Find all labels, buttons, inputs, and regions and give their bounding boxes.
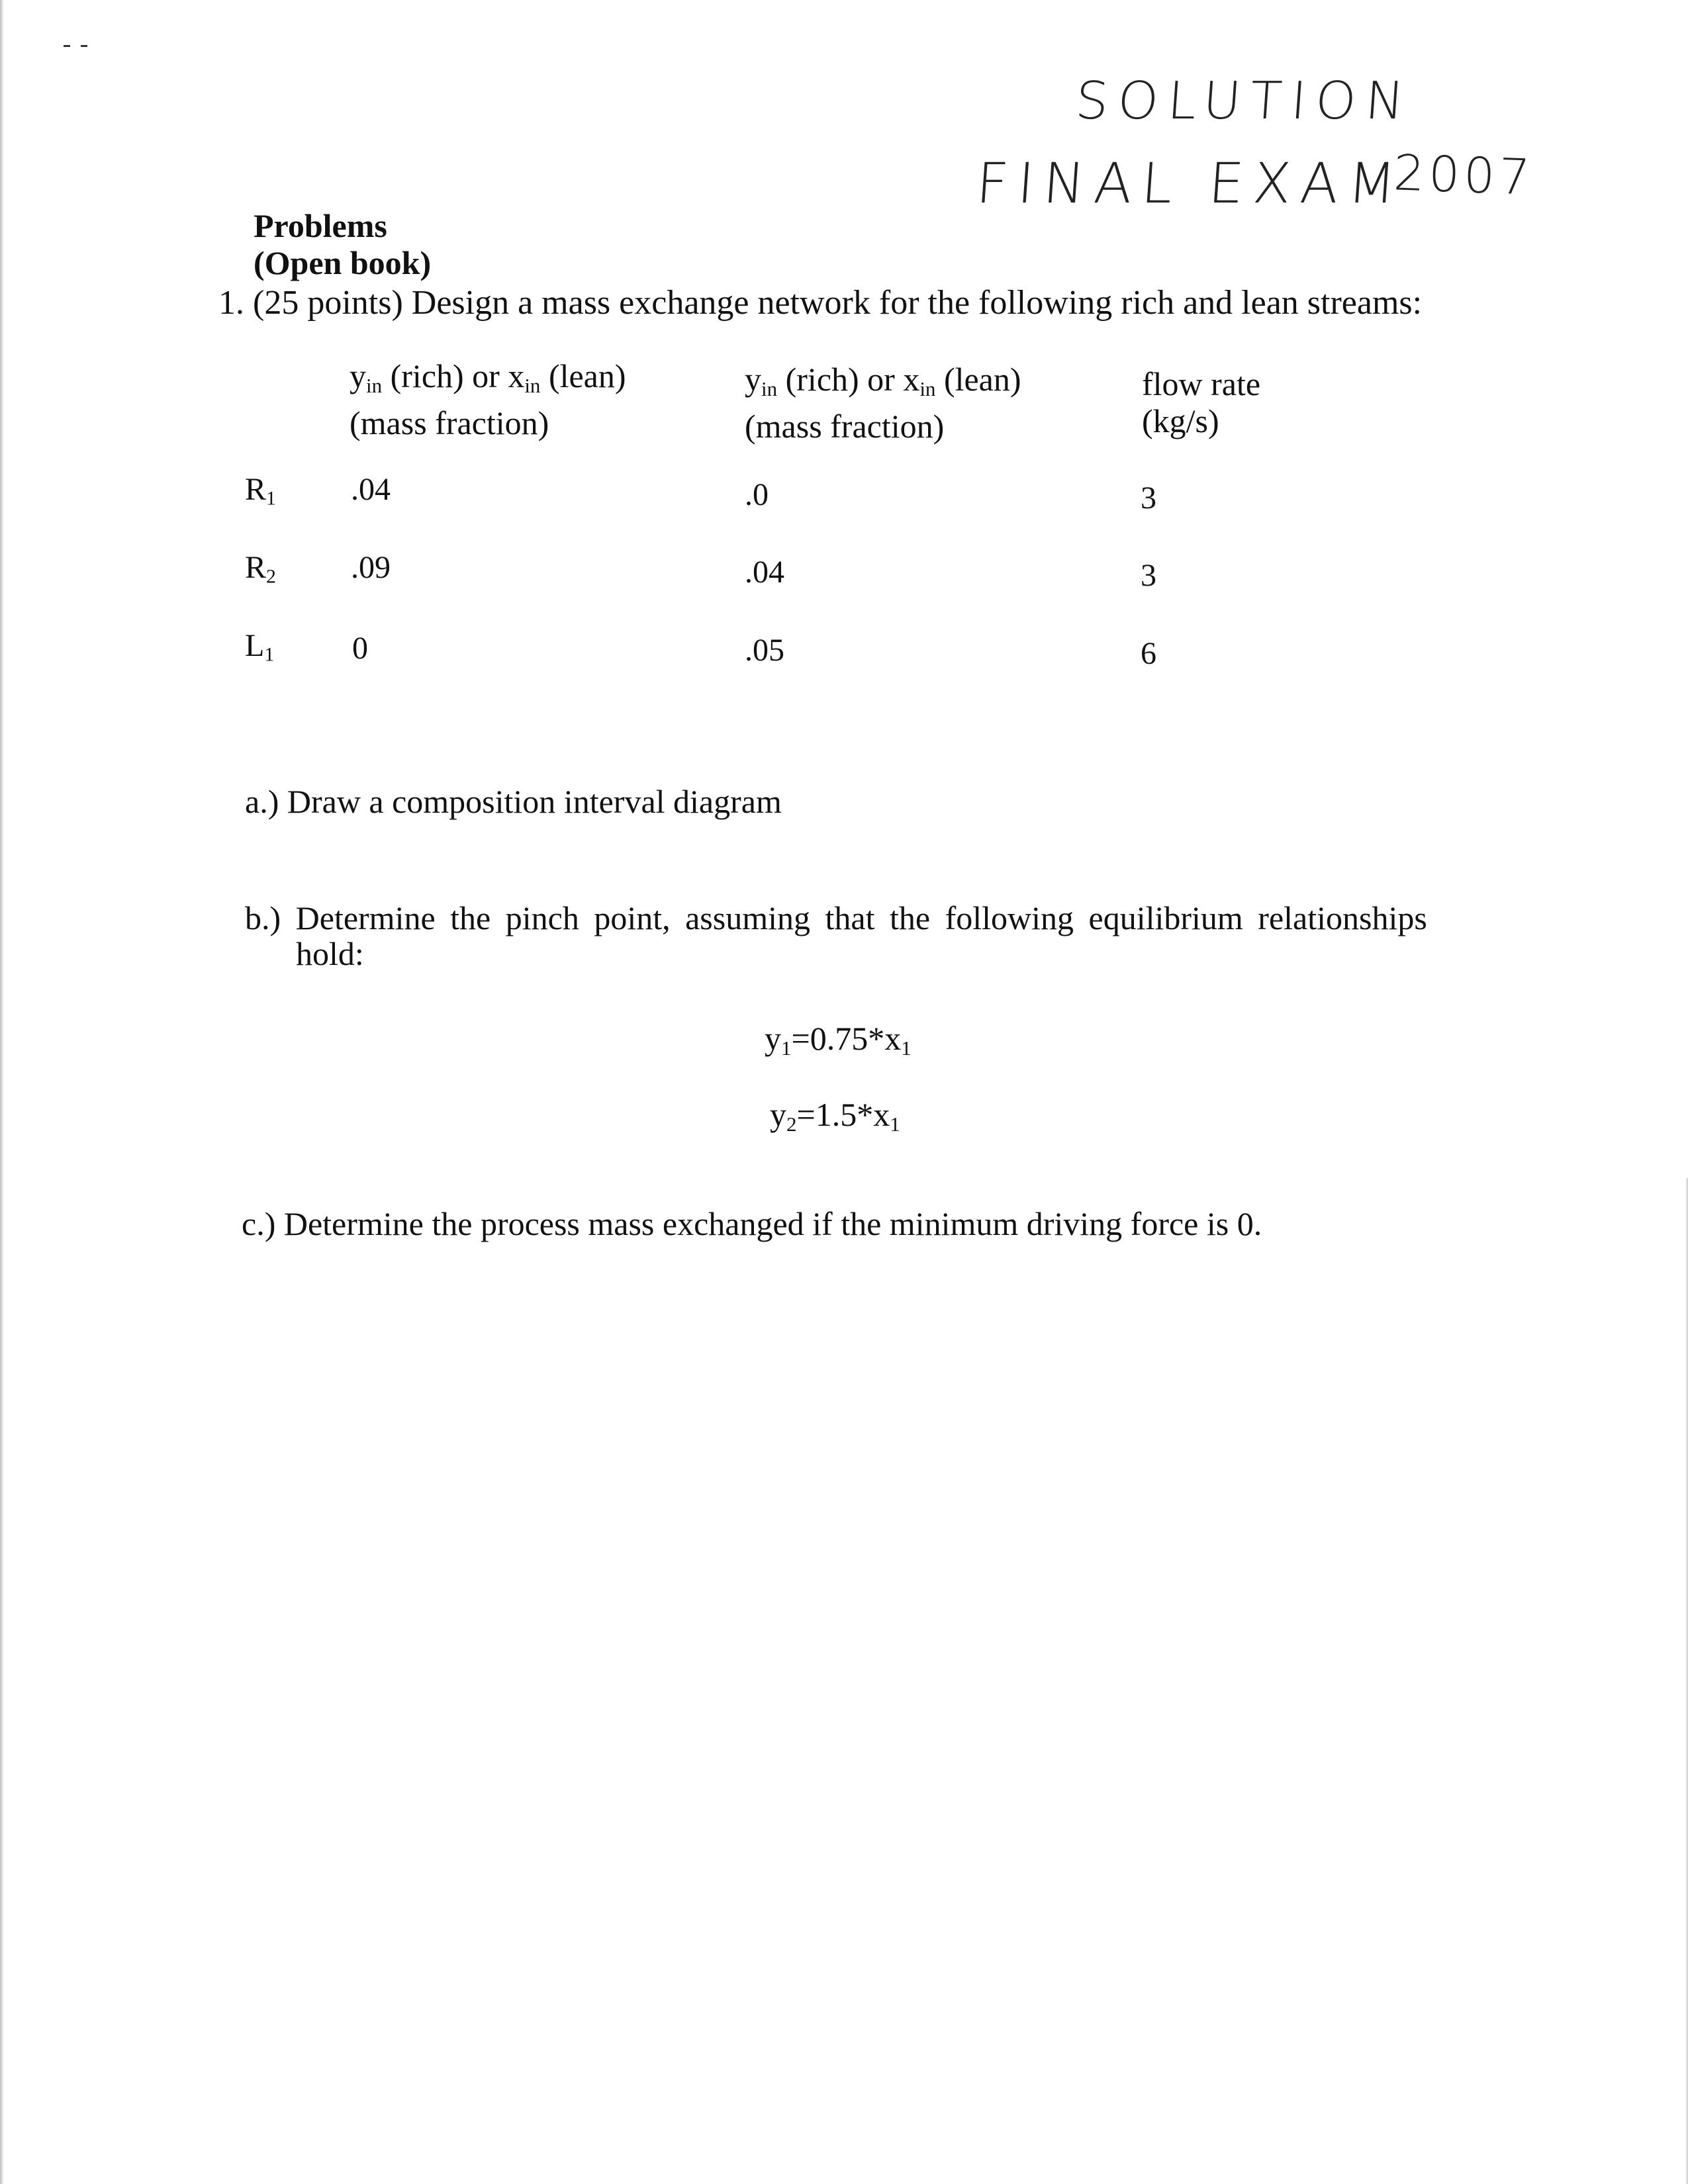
scan-edge bbox=[1685, 1178, 1688, 2184]
row-label: $R_1$ bbox=[245, 472, 276, 510]
row-label: $L_1$ bbox=[245, 628, 275, 666]
row-label: $R_2$ bbox=[245, 550, 276, 588]
table-cell: .04 bbox=[745, 555, 784, 590]
column-header-2: $y_{in}$ (rich) or $x_{in}$ (lean) (mass fraction) bbox=[745, 361, 1021, 445]
column-header-3: flow rate (kg/s) bbox=[1142, 365, 1261, 439]
handwritten-year: 2007 bbox=[1392, 144, 1535, 206]
scan-mark bbox=[64, 45, 70, 47]
scan-mark bbox=[81, 45, 87, 47]
equation-2: $y_2=1.5*x_1$ bbox=[770, 1096, 900, 1136]
table-cell: 6 bbox=[1141, 636, 1156, 671]
part-b-line2: hold: bbox=[296, 935, 364, 972]
section-subtitle: (Open book) bbox=[254, 244, 432, 281]
part-a: a.) Draw a composition interval diagram bbox=[245, 783, 782, 820]
table-cell: 0 bbox=[352, 631, 368, 666]
problem-statement: 1. (25 points) Design a mass exchange network for the following rich and lean streams: bbox=[218, 284, 1423, 322]
handwritten-exam-title: FINAL EXAM bbox=[974, 151, 1407, 216]
column-header-1: $y_{in}$ (rich) or $x_{in}$ (lean) (mass fraction) bbox=[350, 357, 626, 441]
part-b-line1: b.) Determine the pinch point, assuming that the following equilibrium relationships bbox=[245, 899, 1427, 936]
section-title: Problems bbox=[254, 207, 387, 244]
table-cell: 3 bbox=[1141, 558, 1156, 593]
table-cell: .05 bbox=[745, 633, 784, 668]
table-cell: 3 bbox=[1141, 480, 1156, 516]
table-cell: .0 bbox=[745, 477, 769, 512]
part-c: c.) Determine the process mass exchanged if the minimum driving force is 0. bbox=[242, 1205, 1262, 1242]
scan-edge bbox=[0, 0, 4, 2184]
table-cell: .04 bbox=[351, 472, 391, 507]
equation-1: $y_1=0.75*x_1$ bbox=[765, 1020, 912, 1060]
table-cell: .09 bbox=[351, 550, 391, 585]
handwritten-solution: SOLUTION bbox=[1073, 71, 1416, 131]
